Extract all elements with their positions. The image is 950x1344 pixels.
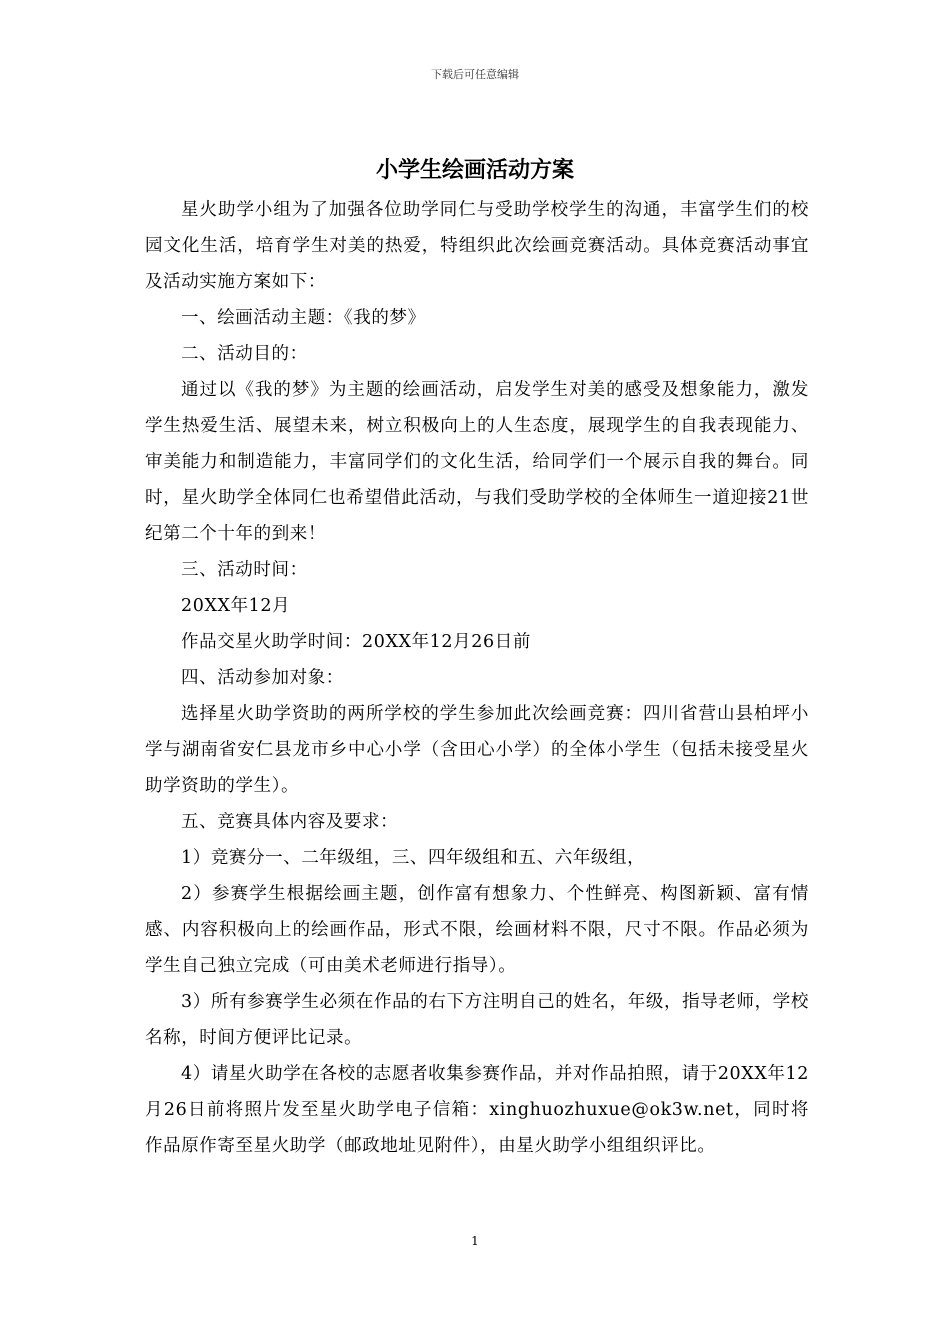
- requirement-item-1: 1）竞赛分一、二年级组，三、四年级组和五、六年级组，: [181, 848, 646, 868]
- requirement-item-2: 2）参赛学生根据绘画主题，创作富有想象力、个性鲜亮、构图新颖、富有情感、内容积极向上的绘画作品，形式不限，绘画材料不限，尺寸不限。作品必须为学生自己独立完成（可由美术老师进行指导）。: [145, 884, 809, 976]
- section-time-deadline: 作品交星火助学时间：20XX年12月26日前: [181, 632, 531, 652]
- requirement-item-4: 4）请星火助学在各校的志愿者收集参赛作品，并对作品拍照，请于20XX年12月26日前将照片发至星火助学电子信箱：xinghuozhuxue@ok3w.net，同时将作品原作寄至星火助学（邮政地址见附件），由星火助学小组组织评比。: [145, 1064, 809, 1156]
- section-purpose-heading: 二、活动目的：: [181, 344, 308, 364]
- document-title: 小学生绘画活动方案: [375, 157, 574, 183]
- page-number: 1: [471, 1234, 479, 1248]
- page-header-note: 下载后可任意编辑: [431, 68, 519, 81]
- intro-paragraph: 星火助学小组为了加强各位助学同仁与受助学校学生的沟通，丰富学生们的校园文化生活，培育学生对美的热爱，特组织此次绘画竞赛活动。具体竞赛活动事宜及活动实施方案如下：: [145, 200, 809, 292]
- section-time-heading: 三、活动时间：: [181, 560, 308, 580]
- section-requirements-heading: 五、竞赛具体内容及要求：: [181, 812, 399, 832]
- requirement-item-3: 3）所有参赛学生必须在作品的右下方注明自己的姓名，年级，指导老师，学校名称，时间方便评比记录。: [145, 992, 809, 1048]
- section-participants-heading: 四、活动参加对象：: [181, 668, 344, 688]
- section-purpose-text: 通过以《我的梦》为主题的绘画活动，启发学生对美的感受及想象能力，激发学生热爱生活、展望未来，树立积极向上的人生态度，展现学生的自我表现能力、审美能力和制造能力，丰富同学们的文化生活，给同学们一个展示自我的舞台。同时，星火助学全体同仁也希望借此活动，与我们受助学校的全体师生一道迎接21世纪第二个十年的到来！: [145, 380, 809, 544]
- section-participants-text: 选择星火助学资助的两所学校的学生参加此次绘画竞赛：四川省营山县柏坪小学与湖南省安仁县龙市乡中心小学（含田心小学）的全体小学生（包括未接受星火助学资助的学生）。: [145, 704, 809, 796]
- section-time-month: 20XX年12月: [181, 596, 291, 616]
- document-body: [145, 192, 809, 1164]
- section-theme: 一、绘画活动主题：《我的梦》: [181, 308, 426, 328]
